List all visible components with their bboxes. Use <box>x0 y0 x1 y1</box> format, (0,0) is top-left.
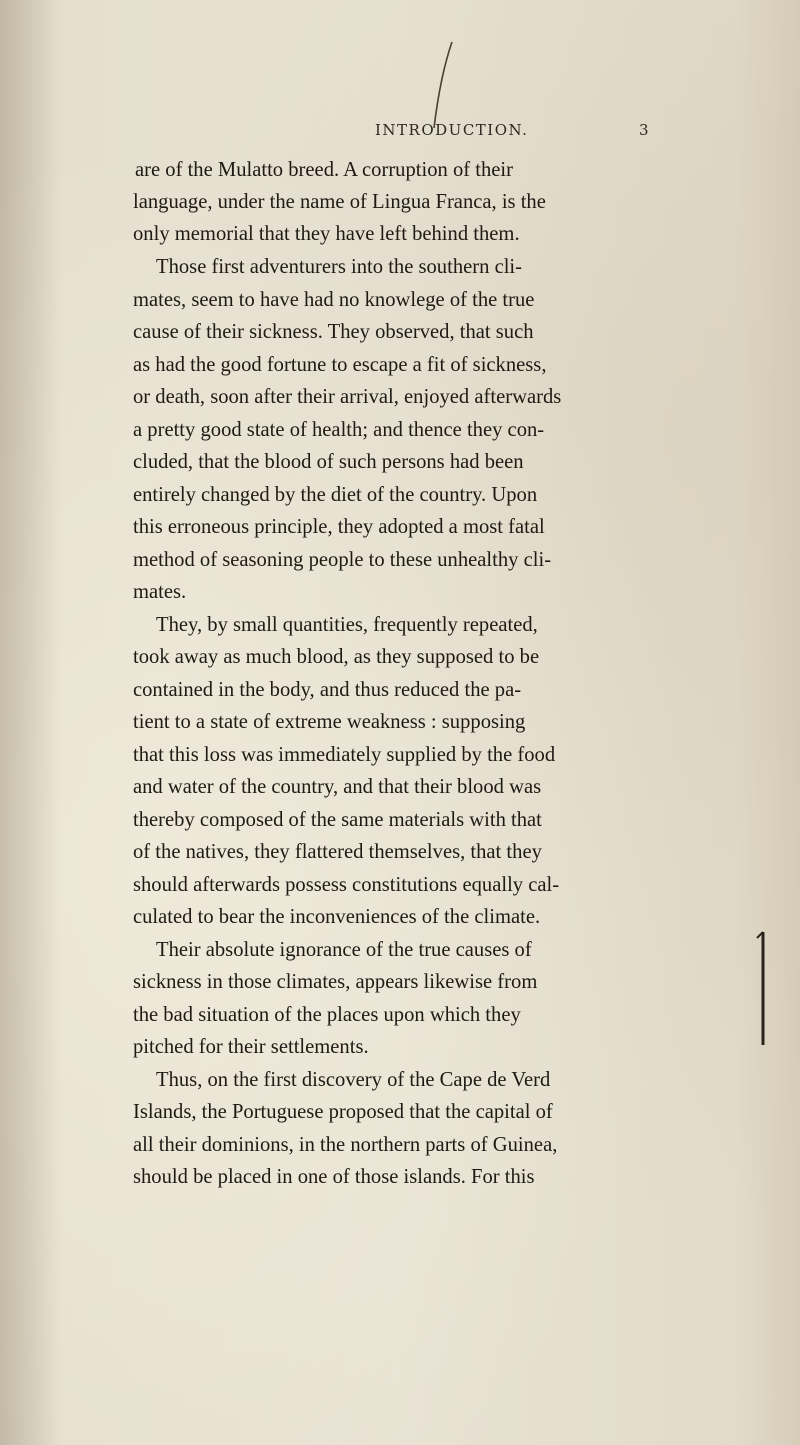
text-line: should afterwards possess constitutions equally cal- <box>133 874 560 896</box>
page-header <box>0 121 800 147</box>
text-line: should be placed in one of those islands. For this <box>133 1166 535 1188</box>
text-line: a pretty good state of health; and thence they con- <box>133 419 545 441</box>
text-line: only memorial that they have left behind them. <box>133 223 520 245</box>
text-line: mates, seem to have had no knowlege of the true <box>133 289 535 311</box>
text-line: and water of the country, and that their blood was <box>133 776 542 798</box>
stray-pen-stroke <box>430 40 454 130</box>
text-line: thereby composed of the same materials with that <box>133 809 542 831</box>
text-line: Their absolute ignorance of the true causes of <box>156 939 532 961</box>
text-line: culated to bear the inconveniences of the climate. <box>133 906 541 928</box>
text-line: are of the Mulatto breed. A corruption of their <box>135 159 514 181</box>
text-line: took away as much blood, as they supposed to be <box>133 646 540 668</box>
page-number: 3 <box>639 121 649 139</box>
text-line: mates. <box>133 581 187 603</box>
text-line: contained in the body, and thus reduced the pa- <box>133 679 522 701</box>
text-line: or death, soon after their arrival, enjoyed afterwards <box>133 386 562 408</box>
text-line: sickness in those climates, appears likewise from <box>133 971 538 993</box>
text-line: of the natives, they flattered themselves, that they <box>133 841 542 863</box>
text-line: tient to a state of extreme weakness : supposing <box>133 711 526 733</box>
text-line: Islands, the Portuguese proposed that the capital of <box>133 1101 553 1123</box>
text-line: that this loss was immediately supplied by the food <box>133 744 556 766</box>
running-head: INTRODUCTION. <box>375 121 529 139</box>
text-line: cluded, that the blood of such persons had been <box>133 451 524 473</box>
page-gutter-shadow <box>0 0 60 1445</box>
margin-bracket-mark <box>754 930 772 1050</box>
text-line: pitched for their settlements. <box>133 1036 369 1058</box>
text-line: Thus, on the first discovery of the Cape de Verd <box>156 1069 551 1091</box>
text-line: Those first adventurers into the southern cli- <box>156 256 523 278</box>
text-line: as had the good fortune to escape a fit of sickness, <box>133 354 547 376</box>
text-line: this erroneous principle, they adopted a most fatal <box>133 516 545 538</box>
text-line: all their dominions, in the northern parts of Guinea, <box>133 1134 558 1156</box>
text-line: language, under the name of Lingua Franca, is the <box>133 191 546 213</box>
text-line: cause of their sickness. They observed, that such <box>133 321 534 343</box>
text-line: entirely changed by the diet of the country. Upon <box>133 484 538 506</box>
text-line: They, by small quantities, frequently repeated, <box>156 614 538 636</box>
text-line: the bad situation of the places upon which they <box>133 1004 521 1026</box>
text-line: method of seasoning people to these unhealthy cli- <box>133 549 552 571</box>
